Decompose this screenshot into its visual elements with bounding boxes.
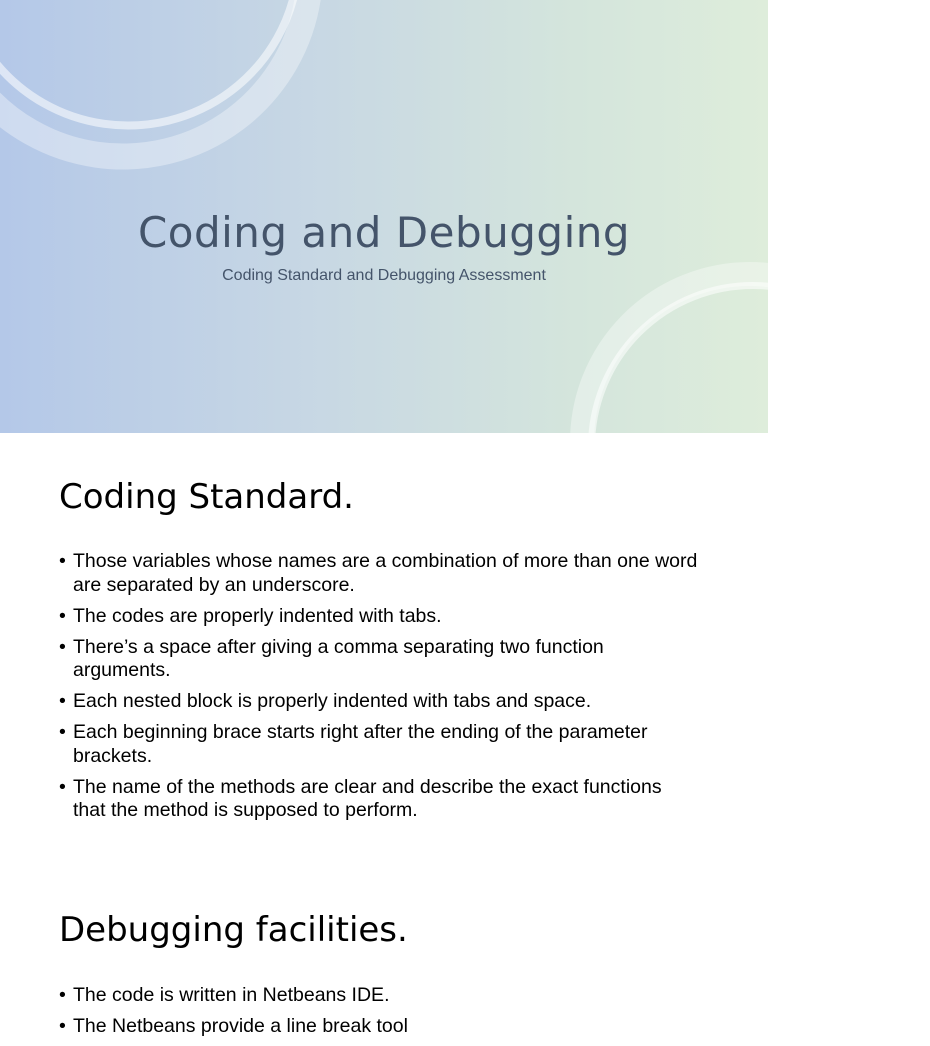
bullet-icon: • <box>59 984 66 1006</box>
debugging-list <box>59 984 699 1046</box>
coding-standard-heading: Coding Standard. <box>59 477 354 517</box>
list-item-text: Each nested block is properly indented with tabs and space. <box>73 690 592 712</box>
bullet-icon: • <box>59 1015 66 1037</box>
bullet-icon: • <box>59 550 66 572</box>
list-item-text: Those variables whose names are a combination of more than one word are separated by an underscore. <box>73 550 698 596</box>
title-slide <box>0 0 768 433</box>
coding-standard-list <box>59 550 699 830</box>
list-item <box>59 984 699 1008</box>
slide-subtitle: Coding Standard and Debugging Assessment <box>222 267 546 284</box>
debugging-heading: Debugging facilities. <box>59 910 408 950</box>
list-item-text: The code is written in Netbeans IDE. <box>73 984 390 1006</box>
list-item <box>59 636 699 683</box>
content-slide <box>0 433 768 1037</box>
list-item <box>59 776 699 823</box>
list-item-text: The name of the methods are clear and describe the exact functions that the method is supposed to perform. <box>73 775 662 821</box>
list-item <box>59 605 699 629</box>
list-item-text: The Netbeans provide a line break tool <box>73 1015 408 1037</box>
list-item-text: The codes are properly indented with tabs. <box>73 604 442 627</box>
bullet-icon: • <box>59 775 66 798</box>
bullet-icon: • <box>59 690 66 712</box>
list-item-text: There’s a space after giving a comma separating two function arguments. <box>73 635 604 681</box>
list-item <box>59 690 699 714</box>
bullet-icon: • <box>59 604 66 627</box>
list-item-text: Each beginning brace starts right after the ending of the parameter brackets. <box>73 721 648 767</box>
slide-title: Coding and Debugging <box>137 208 631 257</box>
list-item <box>59 721 699 768</box>
list-item <box>59 550 699 597</box>
bullet-icon: • <box>59 721 66 743</box>
list-item <box>59 1015 699 1039</box>
bullet-icon: • <box>59 635 66 658</box>
